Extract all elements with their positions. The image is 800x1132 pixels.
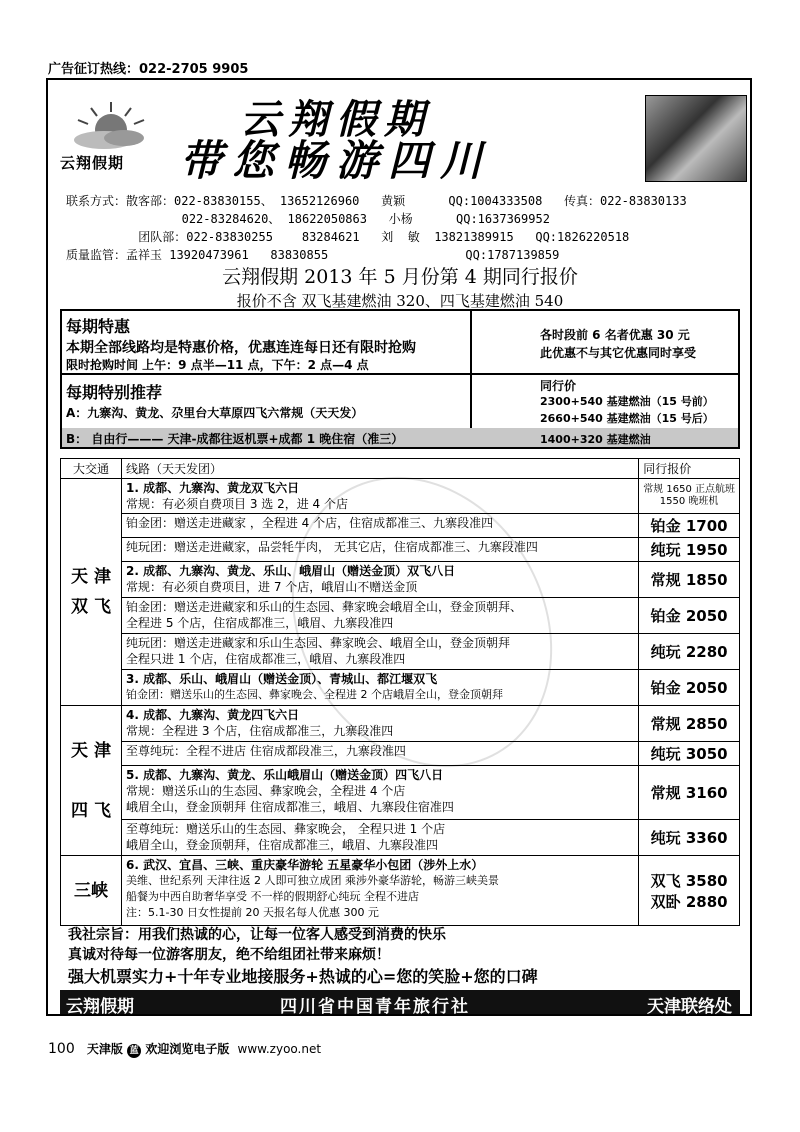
route-detail: 常规：有必须自费项目，进 7 个店，峨眉山不赠送金顶: [126, 580, 418, 594]
promo-right-2: 此优惠不与其它优惠同时享受: [540, 346, 697, 360]
col-header-transport: 大交通: [61, 459, 122, 479]
price-cell: [639, 856, 740, 926]
route-detail: 铂金团：赠送走进藏家 ，全程进 4 个店，住宿成都准三、九寨段准四: [126, 516, 494, 530]
route-detail: 至尊纯玩：全程不进店 住宿成都段准三，九寨段准四: [126, 744, 406, 758]
recommend-b: B： 自由行——— 天津-成都往返机票+成都 1 晚住宿（准三）: [66, 432, 404, 446]
price-value: 纯玩 2280: [650, 643, 728, 661]
table-row: [122, 479, 639, 514]
table-row: [122, 706, 639, 742]
price-value: 铂金 2050: [650, 679, 728, 697]
price-value: 纯玩 3050: [650, 745, 728, 763]
sun-cloud-logo-icon: [66, 98, 156, 150]
route-detail: 常规：有必须自费项目 3 选 2，进 4 个店: [126, 497, 348, 511]
route-detail: 船餐为中西自助奢华享受 不一样的假期舒心纯玩 全程不进店: [126, 890, 419, 903]
col-header-price: 同行报价: [639, 459, 740, 479]
route-title: 4. 成都、九寨沟、黄龙四飞六日: [126, 708, 300, 722]
peer-price-1: 2300+540 基建燃油（15 号前）: [540, 395, 714, 408]
price-cell: [639, 514, 740, 538]
footer-brand: 云翔假期: [66, 997, 134, 1017]
motto-line-1: 我社宗旨：用我们热诚的心，让每一位客人感受到消费的快乐: [68, 927, 446, 943]
route-detail: 注：5.1-30 日女性提前 20 天报名每人优惠 300 元: [126, 906, 379, 919]
region-tianjin-sifei: 天 津 四 飞: [61, 706, 122, 856]
promo-line-2: 限时抢购时间 上午：9 点半—11 点，下午：2 点—4 点: [66, 358, 369, 372]
ad-hotline: 广告征订热线：022-2705 9905: [48, 62, 249, 77]
route-title: 6. 武汉、宜昌、三峡、重庆豪华游轮 五星豪华小包团（涉外上水）: [126, 858, 484, 872]
edition: 天津版: [86, 1042, 123, 1056]
route-detail: 纯玩团：赠送走进藏家，品尝牦牛肉， 无其它店，住宿成都准三、九寨段准四: [126, 540, 538, 554]
welcome-text: 欢迎浏览电子版: [145, 1042, 230, 1056]
route-detail: 铂金团：赠送乐山的生态园、彝家晚会、全程进 2 个店峨眉全山，登金顶朝拜: [126, 688, 503, 701]
region-sanxia: 三峡: [61, 856, 122, 926]
price-value: 常规 1850: [650, 571, 728, 589]
route-title: 3. 成都、乐山、峨眉山（赠送金顶）、青城山、都江堰双飞: [126, 672, 438, 686]
table-row: [122, 820, 639, 856]
route-detail: 常规：赠送乐山的生态园、彝家晚会，全程进 4 个店: [126, 784, 406, 798]
table-row: [122, 670, 639, 706]
route-detail: 全程只进 1 个店，住宿成都准三，峨眉、九寨段准四: [126, 652, 406, 666]
peer-price-2: 2660+540 基建燃油（15 号后）: [540, 412, 714, 425]
motto-line-3: 强大机票实力+十年专业地接服务+热诚的心=您的笑脸+您的口碑: [68, 967, 538, 986]
contact-line-3: 团队部：022-83830255 83284621 刘 敏 13821389915 QQ:1826220518: [66, 230, 630, 244]
table-row: [122, 562, 639, 598]
route-detail: 峨眉全山，登金顶朝拜 住宿成都准三，峨眉、九寨段住宿准四: [126, 800, 454, 814]
col-header-route: 线路（天天发团）: [122, 459, 639, 479]
site-url[interactable]: www.zyoo.net: [237, 1042, 322, 1056]
recommend-a: A：九寨沟、黄龙、尕里台大草原四飞六常规（天天发）: [66, 406, 364, 420]
price-cell: [639, 742, 740, 766]
price-value: 常规 2850: [650, 715, 728, 733]
page-footer: [48, 1040, 321, 1058]
price-value: 铂金 1700: [650, 517, 728, 535]
price-line: 1550 晚班机: [659, 496, 719, 507]
footer-office: 天津联络处: [647, 997, 732, 1017]
price-value: 纯玩 3360: [650, 829, 728, 847]
table-row: [122, 598, 639, 634]
footer-agency: 四川省中国青年旅行社: [280, 997, 470, 1017]
price-value: 常规 3160: [650, 784, 728, 802]
promo-right-1: 各时段前 6 名者优惠 30 元: [540, 328, 690, 342]
peer-price-title: 同行价: [540, 379, 577, 393]
price-cell: [639, 706, 740, 742]
price-cell: [639, 634, 740, 670]
route-detail: 全程进 5 个店，住宿成都准三，峨眉、九寨段准四: [126, 616, 394, 630]
recommend-title: 每期特别推荐: [66, 383, 163, 402]
price-cell: [639, 766, 740, 820]
price-cell: [639, 670, 740, 706]
price-cell: [639, 562, 740, 598]
table-row: [122, 856, 639, 926]
price-cell: [639, 820, 740, 856]
footer-bar: [60, 990, 740, 1017]
route-detail: 至尊纯玩：赠送乐山的生态园、彝家晚会， 全程只进 1 个店: [126, 822, 446, 836]
title-line-1: 云翔假期: [240, 96, 432, 143]
scenery-photo: [645, 95, 747, 182]
route-detail: 铂金团：赠送走进藏家和乐山的生态园、彝家晚会峨眉全山，登金顶朝拜、: [126, 600, 523, 614]
price-value: 纯玩 1950: [650, 541, 728, 559]
page-title: 云翔假期 2013 年 5 月份第 4 期同行报价: [222, 266, 578, 288]
price-cell: [639, 598, 740, 634]
page-number: 100: [48, 1041, 75, 1057]
promo-line-1: 本期全部线路均是特惠价格，优惠连连每日还有限时抢购: [66, 340, 416, 356]
peer-price-3: 1400+320 基建燃油: [540, 433, 651, 446]
price-value: 双飞 3580: [650, 871, 728, 890]
price-line: 常规 1650 正点航班: [643, 484, 735, 495]
table-row: [122, 538, 639, 562]
route-detail: 常规：全程进 3 个店，住宿成都准三，九寨段准四: [126, 724, 394, 738]
route-title: 5. 成都、九寨沟、黄龙、乐山峨眉山（赠送金顶）四飞八日: [126, 768, 444, 782]
contact-line-1: 联系方式：散客部：022-83830155、 13652126960 黄颖 QQ:1004333508 传真：022-83830133: [66, 194, 687, 208]
table-row: [122, 742, 639, 766]
price-value: 铂金 2050: [650, 607, 728, 625]
table-row: [122, 766, 639, 820]
contact-line-2: 022-83284620、 18622050863 小杨 QQ:1637369952: [66, 212, 550, 226]
contact-line-4: 质量监管：孟祥玉 13920473961 83830855 QQ:1787139859: [66, 248, 560, 262]
price-cell: [639, 479, 740, 514]
route-detail: 峨眉全山，登金顶朝拜，住宿成都准三，峨眉、九寨段准四: [126, 838, 439, 852]
table-row: [122, 514, 639, 538]
table-row: [122, 634, 639, 670]
region-tianjin-shuangfei: 天 津 双 飞: [61, 479, 122, 706]
page-subtitle: 报价不含 双飞基建燃油 320、四飞基建燃油 540: [236, 292, 564, 310]
title-line-2: 带您畅游四川: [180, 136, 493, 185]
price-cell: [639, 538, 740, 562]
promo-title: 每期特惠: [66, 317, 131, 336]
route-title: 1. 成都、九寨沟、黄龙双飞六日: [126, 481, 300, 495]
route-detail: 美维、世纪系列 天津往返 2 人即可独立成团 乘涉外豪华游轮，畅游三峡美景: [126, 874, 499, 887]
motto-line-2: 真诚对待每一位游客朋友，绝不给组团社带来麻烦！: [68, 947, 390, 963]
promo-divider: [470, 311, 472, 447]
route-title: 2. 成都、九寨沟、黄龙、乐山、峨眉山（赠送金顶）双飞八日: [126, 564, 456, 578]
route-price-table: [60, 458, 740, 926]
promo-hline: [62, 373, 738, 375]
logo-text: 云翔假期: [60, 154, 125, 172]
price-value: 双卧 2880: [650, 892, 728, 911]
badge-icon: 蓝: [127, 1044, 141, 1058]
route-detail: 纯玩团：赠送走进藏家和乐山生态园、彝家晚会、峨眉全山，登金顶朝拜: [126, 636, 511, 650]
